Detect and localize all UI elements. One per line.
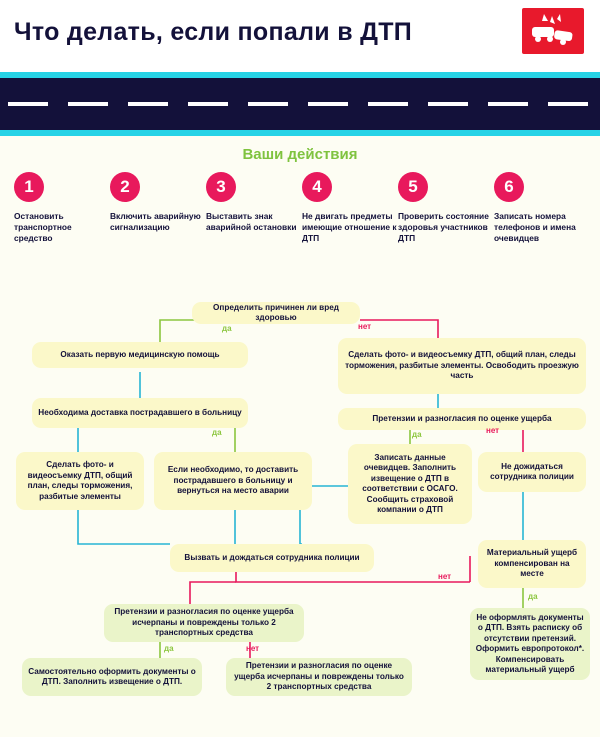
- step-number: 3: [206, 172, 236, 202]
- step-number: 5: [398, 172, 428, 202]
- flowchart: [0, 286, 600, 737]
- header: [0, 0, 600, 72]
- page-title: Что делать, если попали в ДТП: [14, 18, 413, 46]
- flow-node-n14: Самостоятельно оформить документы о ДТП. Заполнить извещение о ДТП.: [22, 658, 202, 696]
- flow-node-n11: Материальный ущерб компенсирован на месте: [478, 540, 586, 588]
- flow-node-n12: Претензии и разногласия по оценке ущерба исчерпаны и повреждены только 2 транспортных средства: [104, 604, 304, 642]
- flow-node-n15: Претензии и разногласия по оценке ущерба исчерпаны и повреждены только 2 транспортных средства: [226, 658, 412, 696]
- road-dash: [548, 102, 588, 106]
- step-number: 2: [110, 172, 140, 202]
- edge-label-no-4: нет: [246, 644, 260, 653]
- road-dash: [248, 102, 288, 106]
- step-number: 1: [14, 172, 44, 202]
- edge-label-yes-3: да: [412, 430, 422, 439]
- road-dash: [8, 102, 48, 106]
- flow-node-n9: Не дожидаться сотрудника полиции: [478, 452, 586, 492]
- step-label: Выставить знак аварийной остановки: [206, 211, 297, 232]
- flow-node-n8: Записать данные очевидцев. Заполнить извещение о ДТП в соответствии с ОСАГО. Сообщить страховой компании о ДТП: [348, 444, 472, 524]
- step-2: [110, 172, 206, 233]
- edge-label-no-3: нет: [438, 572, 452, 581]
- step-1: [14, 172, 110, 244]
- crash-logo-icon: [522, 8, 584, 54]
- flow-node-n2: Оказать первую медицинскую помощь: [32, 342, 248, 368]
- road-dash: [68, 102, 108, 106]
- flow-node-n4: Необходима доставка пострадавшего в больницу: [32, 398, 248, 428]
- edge-label-no-1: нет: [358, 322, 372, 331]
- flow-node-n7: Если необходимо, то доставить пострадавшего в больницу и вернуться на место аварии: [154, 452, 312, 510]
- road-dash: [188, 102, 228, 106]
- step-label: Включить аварийную сигнализацию: [110, 211, 201, 232]
- edge-label-no-2: нет: [486, 426, 500, 435]
- edge-label-yes-4: да: [528, 592, 538, 601]
- road-dash: [488, 102, 528, 106]
- flow-node-n1: Определить причинен ли вред здоровью: [192, 302, 360, 324]
- edge-label-yes-5: да: [164, 644, 174, 653]
- step-label: Проверить состояние здоровья участников ДТП: [398, 211, 489, 243]
- flow-node-n6: Сделать фото- и видеосъемку ДТП, общий план, следы торможения, разбитые элементы: [16, 452, 144, 510]
- step-number: 4: [302, 172, 332, 202]
- cyan-divider-bottom: [0, 130, 600, 136]
- step-label: Не двигать предметы имеющие отношение к ДТП: [302, 211, 397, 243]
- step-3: [206, 172, 302, 233]
- step-label: Записать номера телефонов и имена очевидцев: [494, 211, 576, 243]
- edge-label-yes-2: да: [212, 428, 222, 437]
- flow-node-n10: Вызвать и дождаться сотрудника полиции: [170, 544, 374, 572]
- road-dash: [308, 102, 348, 106]
- actions-title: Ваши действия: [242, 146, 358, 163]
- step-4: [302, 172, 398, 244]
- step-number: 6: [494, 172, 524, 202]
- road-dash: [428, 102, 468, 106]
- step-5: [398, 172, 494, 244]
- road-dash: [368, 102, 408, 106]
- step-label: Остановить транспортное средство: [14, 211, 72, 243]
- road-banner: [0, 78, 600, 130]
- edge-label-yes-1: да: [222, 324, 232, 333]
- road-dash: [128, 102, 168, 106]
- flow-node-n3: Сделать фото- и видеосъемку ДТП, общий план, следы торможения, разбитые элементы. Освободить проезжую часть: [338, 338, 586, 394]
- steps-row: [0, 172, 600, 282]
- flow-node-n13: Не оформлять документы о ДТП. Взять расписку об отсутствии претензий. Оформить европротокол*. Компенсировать материальный ущерб: [470, 608, 590, 680]
- flow-node-n5: Претензии и разногласия по оценке ущерба: [338, 408, 586, 430]
- step-6: [494, 172, 590, 244]
